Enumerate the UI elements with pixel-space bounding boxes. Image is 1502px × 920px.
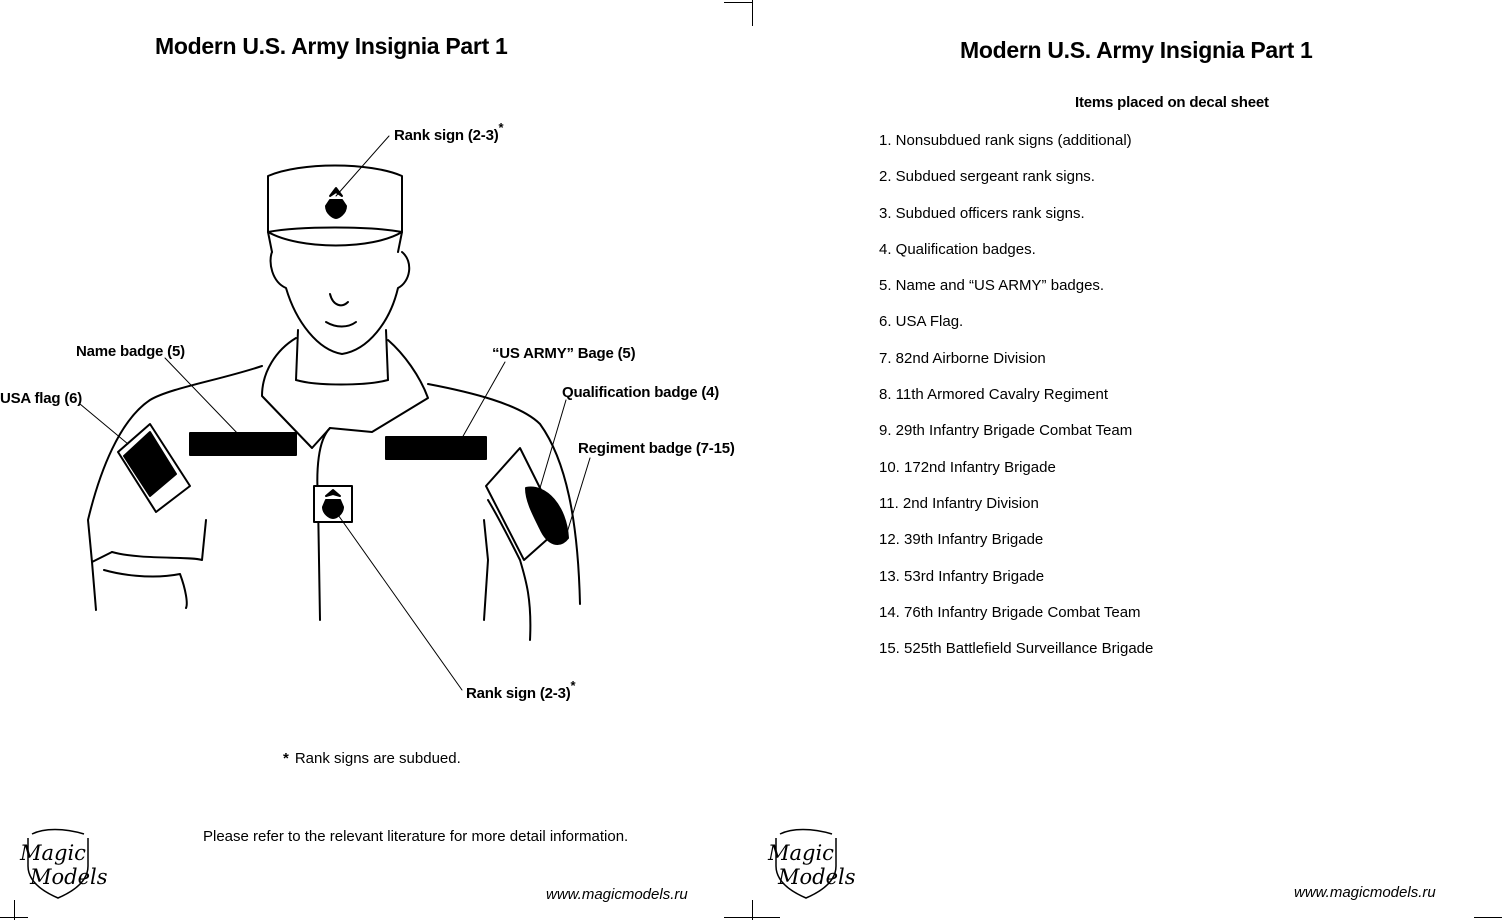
label-regiment-badge: Regiment badge (7-15) bbox=[578, 440, 735, 457]
label-usa-flag: USA flag (6) bbox=[0, 390, 83, 407]
collar-left bbox=[262, 338, 330, 448]
magic-models-logo-left bbox=[14, 826, 106, 906]
leader-usa-flag bbox=[80, 404, 128, 444]
website-left: www.magicmodels.ru bbox=[546, 886, 688, 903]
decal-item: 7. 82nd Airborne Division bbox=[879, 349, 1046, 367]
label-us-army-badge: “US ARMY” Bage (5) bbox=[492, 345, 636, 362]
logo-text-line2: Models bbox=[30, 865, 108, 889]
label-qualification-badge: Qualification badge (4) bbox=[562, 384, 720, 401]
magic-models-logo-right bbox=[762, 826, 854, 906]
leader-rank-bottom bbox=[336, 512, 462, 690]
decal-item: 14. 76th Infantry Brigade Combat Team bbox=[879, 603, 1141, 621]
items-list bbox=[879, 131, 1153, 675]
leader-name-badge bbox=[165, 358, 240, 436]
crop-mark-bottom-right bbox=[1474, 917, 1502, 918]
decal-item: 1. Nonsubdued rank signs (additional) bbox=[879, 132, 1132, 149]
jacket-right-arm bbox=[488, 500, 530, 640]
jacket-front-placket bbox=[317, 428, 330, 620]
us-army-badge-strip bbox=[386, 437, 486, 459]
leader-us-army bbox=[462, 362, 505, 438]
logo-text-line2: Models bbox=[778, 865, 856, 889]
decal-item: 12. 39th Infantry Brigade bbox=[879, 531, 1044, 549]
flag-patch bbox=[124, 432, 176, 496]
qualification-badge bbox=[526, 488, 568, 544]
shoulder-right bbox=[428, 384, 580, 604]
neck bbox=[296, 330, 388, 380]
head bbox=[271, 252, 410, 354]
footnote: * Rank signs are subdued. bbox=[283, 750, 461, 767]
decal-item: 15. 525th Battlefield Surveillance Brigade bbox=[879, 640, 1154, 658]
name-badge-strip bbox=[190, 433, 296, 455]
decal-item: 6. USA Flag. bbox=[879, 313, 964, 331]
nose bbox=[330, 294, 348, 305]
page-title-left: Modern U.S. Army Insignia Part 1 bbox=[155, 33, 508, 59]
decal-item: 3. Subdued officers rank signs. bbox=[879, 204, 1085, 222]
logo-text-line1: Magic bbox=[768, 841, 834, 865]
decal-item: 10. 172nd Infantry Brigade bbox=[879, 458, 1056, 476]
soldier-illustration bbox=[0, 0, 760, 720]
page-title-right: Modern U.S. Army Insignia Part 1 bbox=[960, 37, 1313, 63]
items-heading: Items placed on decal sheet bbox=[1075, 94, 1269, 111]
cap bbox=[268, 166, 402, 233]
decal-item: 11. 2nd Infantry Division bbox=[879, 494, 1039, 512]
footnote-mark: * bbox=[283, 750, 289, 767]
crop-mark-bottom-vertical bbox=[752, 900, 753, 920]
cap-rank-insignia bbox=[326, 188, 346, 218]
label-rank-sign-top: Rank sign (2-3)* bbox=[394, 120, 504, 144]
mouth bbox=[326, 322, 356, 327]
label-rank-sign-bottom: Rank sign (2-3)* bbox=[466, 678, 576, 702]
website-right: www.magicmodels.ru bbox=[1294, 884, 1436, 901]
jacket-left-arm bbox=[112, 520, 206, 560]
literature-note: Please refer to the relevant literature for more detail information. bbox=[203, 828, 629, 845]
decal-item: 4. Qualification badges. bbox=[879, 240, 1036, 258]
leader-qualification bbox=[540, 400, 566, 488]
label-name-badge: Name badge (5) bbox=[76, 343, 185, 360]
decal-item: 13. 53rd Infantry Brigade bbox=[879, 567, 1045, 585]
decal-item: 9. 29th Infantry Brigade Combat Team bbox=[879, 422, 1133, 440]
decal-item: 2. Subdued sergeant rank signs. bbox=[879, 168, 1095, 186]
decal-item: 5. Name and “US ARMY” badges. bbox=[879, 277, 1105, 295]
logo-text-line1: Magic bbox=[20, 841, 86, 865]
decal-item: 8. 11th Armored Cavalry Regiment bbox=[879, 386, 1108, 404]
cap-brim bbox=[268, 232, 402, 246]
